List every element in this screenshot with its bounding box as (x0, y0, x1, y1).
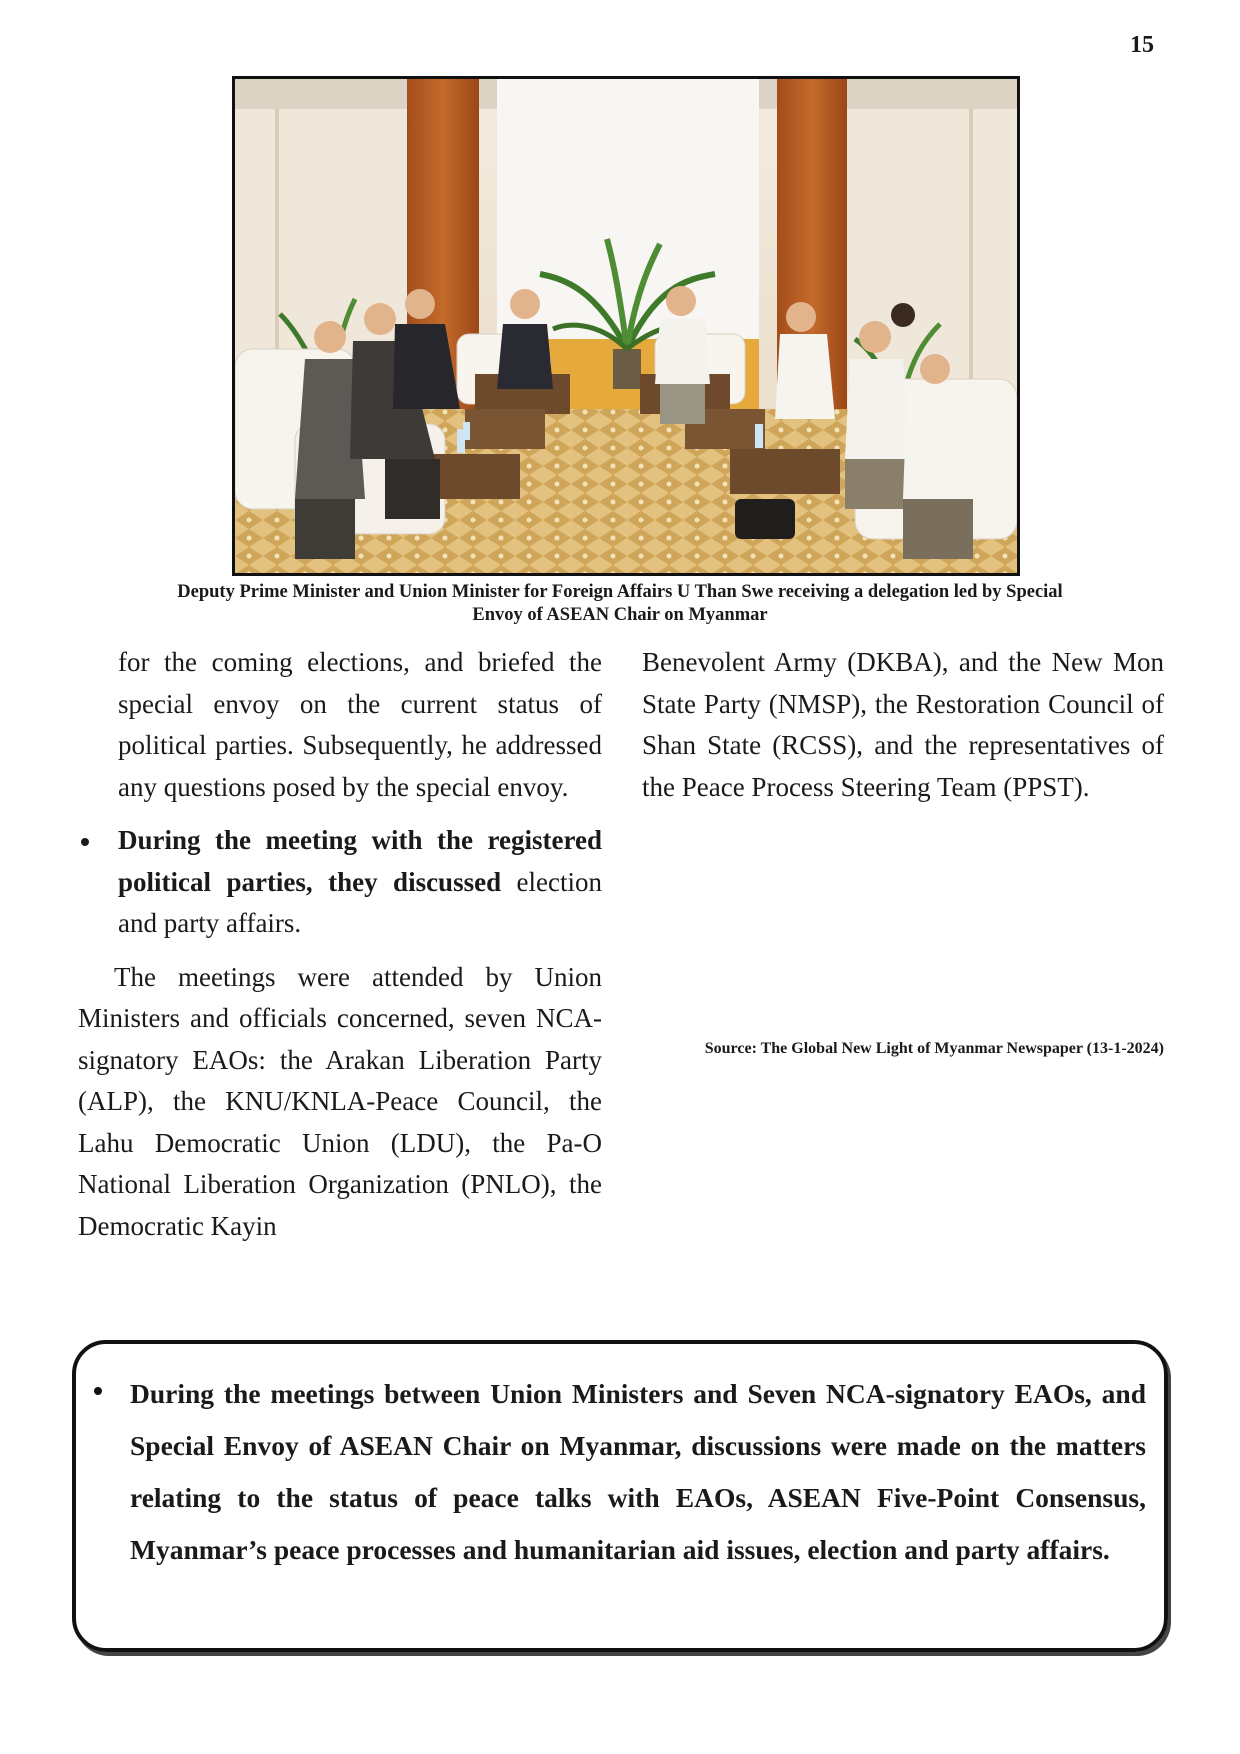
left-paragraph-2: The meetings were attended by Union Ministers and officials concerned, seven NCA-signatory EAOs: the Arakan Liberation Party (ALP), the KNU/KNLA-Peace Council, the Lahu Democratic Union (LDU), the Pa-O National Liberation Organization (PNLO), the Democratic Kayin (78, 961, 602, 1241)
right-paragraph-1: Benevolent Army (DKBA), and the New Mon State Party (NMSP), the Restoration Council of Shan State (RCSS), and the representatives of the Peace Process Steering Team (PPST). (642, 647, 1164, 802)
source-note: Source: The Global New Light of Myanmar Newspaper (13-1-2024) (704, 1040, 1164, 1057)
meeting-photo-illustration (235, 79, 1017, 573)
summary-text: During the meetings between Union Ministers and Seven NCA-signatory EAOs, and Special Envoy of ASEAN Chair on Myanmar, discussions were made on the matters relating to the status of peace talks with EAOs, ASEAN Five-Point Consensus, Myanmar’s peace processes and humanitarian aid issues, election and party affairs. (130, 1378, 1146, 1565)
left-column (78, 642, 602, 1247)
meeting-photo (232, 76, 1020, 576)
right-column (642, 642, 1164, 808)
summary-bullet-icon (94, 1387, 102, 1395)
bullet-plain-text: election and party affairs. (118, 866, 602, 938)
bullet-registered-parties (78, 820, 602, 945)
left-paragraph-1: for the coming elections, and briefed the special envoy on the current status of political parties. Subsequently, he addressed any questions posed by the special envoy. (118, 647, 602, 802)
bullet-bold-text: During the meeting with the registered political parties, they discussed (118, 825, 602, 897)
photo-caption: Deputy Prime Minister and Union Minister for Foreign Affairs U Than Swe receiving a delegation led by Special Envoy of ASEAN Chair on Myanmar (177, 582, 1063, 625)
page-number: 15 (1130, 32, 1154, 58)
